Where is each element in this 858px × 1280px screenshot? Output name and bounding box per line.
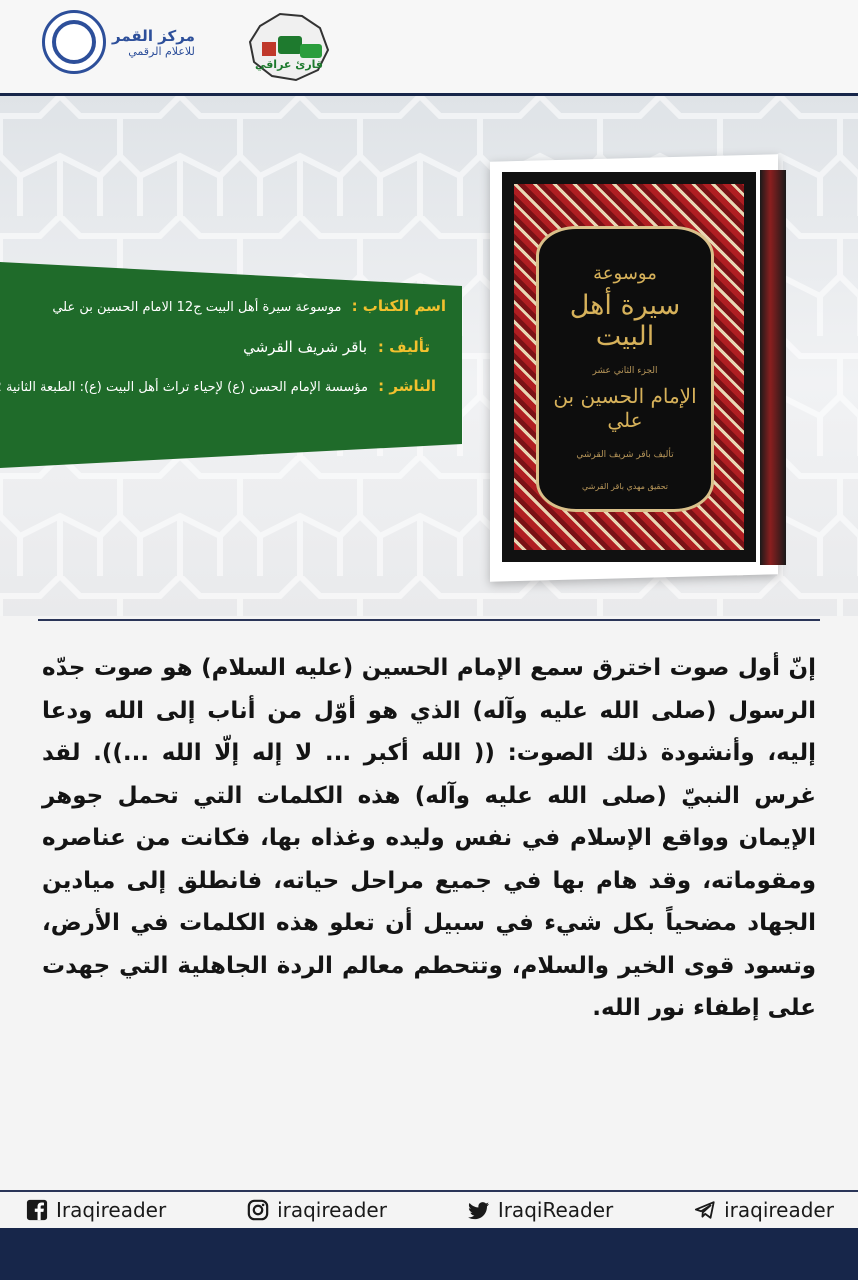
moon-logo-icon — [42, 10, 106, 74]
book-author-label: تأليف : — [377, 338, 430, 356]
book-publisher-label: الناشر : — [378, 377, 436, 395]
iraqi-reader-logo[interactable] — [240, 6, 338, 86]
book-author-value: باقر شريف القرشي — [243, 338, 368, 356]
footer-divider — [0, 1190, 858, 1192]
center-subtitle: للاعلام الرقمي — [128, 44, 195, 58]
book-cover-image — [502, 172, 756, 562]
book-title-value: موسوعة سيرة أهل البيت ج12 الامام الحسين بن علي — [52, 300, 342, 315]
twitter-handle: IraqiReader — [497, 1198, 614, 1222]
facebook-icon — [26, 1199, 48, 1221]
cover-subject: الإمام الحسين بن علي — [553, 384, 697, 432]
telegram-link[interactable] — [694, 1198, 834, 1222]
book-title-label: اسم الكتاب : — [351, 297, 446, 315]
telegram-handle: iraqireader — [724, 1198, 834, 1222]
center-name: مركز القمر — [112, 26, 195, 45]
book-publisher-row — [5, 375, 436, 399]
center-logo[interactable] — [42, 10, 195, 74]
book-title-row — [16, 295, 446, 319]
center-logo-text — [112, 27, 195, 58]
cover-author: تأليف باقر شريف القرشي — [576, 450, 674, 460]
twitter-icon — [468, 1199, 490, 1221]
instagram-handle: iraqireader — [277, 1198, 387, 1222]
reader-logo-text: قارئ عراقي — [254, 58, 324, 71]
social-links — [0, 1193, 858, 1227]
cover-title: سيرة أهل البيت — [569, 290, 681, 352]
header — [0, 0, 858, 93]
content-divider — [38, 619, 820, 621]
cover-volume: الجزء الثاني عشر — [592, 366, 658, 376]
book-author-row — [16, 336, 430, 358]
instagram-link[interactable] — [247, 1198, 387, 1222]
cover-series-word: موسوعة — [593, 263, 657, 284]
bottom-bar — [0, 1228, 858, 1280]
book-publisher-value: مؤسسة الإمام الحسن (ع) لإحياء تراث أهل البيت (ع): الطبعة الثانية — [5, 380, 369, 395]
cover-editor: تحقيق مهدي باقر القرشي — [582, 482, 668, 491]
instagram-icon — [247, 1199, 269, 1221]
twitter-link[interactable] — [468, 1198, 613, 1222]
book-excerpt: إنّ أول صوت اخترق سمع الإمام الحسين (عليه السلام) هو صوت جدّه الرسول (صلى الله عليه وآله) الذي هو أوّل من أناب إلى الله ودعا إليه، وأنشودة ذلك الصوت: (( الله أكبر ... لا إله إلّا الله ...)). لقد غرس النبيّ (صلى الله عليه وآله) هذه الكلمات التي تحمل جوهر الإيمان وواقع الإسلام في نفس وليده وغذاه بها، فكانت من عناصره ومقوماته، وقد هام بها في جميع مراحل حياته، فانطلق إلى ميادين الجهاد مضحياً بكل شيء في سبيل أن تعلو هذه الكلمات في الأرض، وتسود قوى الخير والسلام، وتتحطم معالم الردة الجاهلية التي جهدت على إطفاء نور الله. — [42, 655, 816, 1021]
book-spine — [760, 170, 786, 565]
telegram-icon — [694, 1199, 716, 1221]
book-cover-panel — [536, 226, 714, 512]
facebook-link[interactable] — [26, 1198, 166, 1222]
book-info — [5, 295, 446, 416]
facebook-handle: Iraqireader — [56, 1198, 167, 1222]
